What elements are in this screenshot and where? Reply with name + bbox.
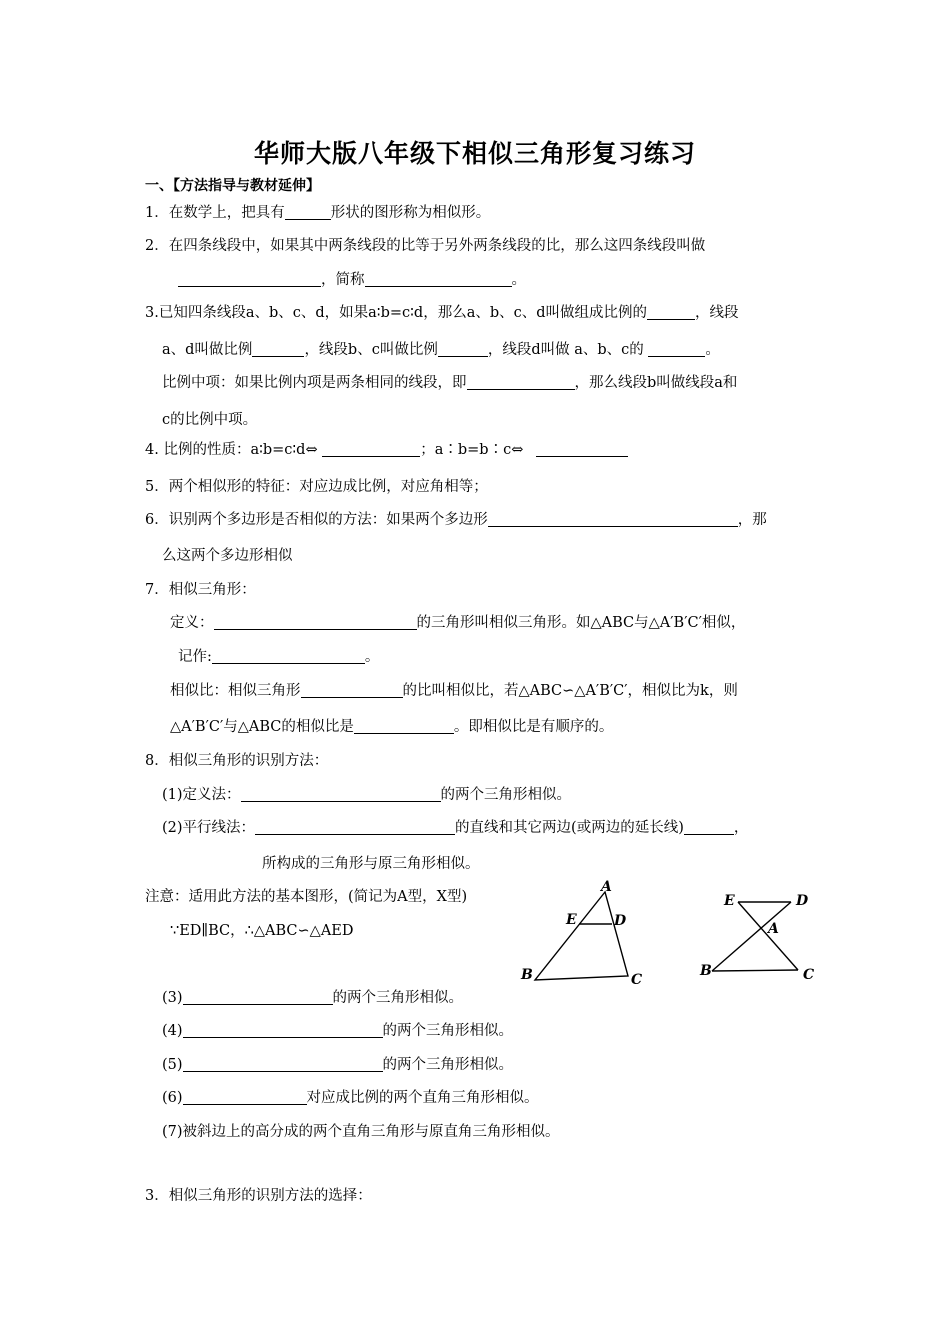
blank[interactable] [467, 374, 575, 390]
method-6: (6) 对应成比例的两个直角三角形相似。 [162, 1090, 539, 1106]
blank[interactable] [183, 1089, 307, 1105]
question-6-line1: 6．识别两个多边形是否相似的方法：如果两个多边形 ，那 [145, 512, 767, 528]
blank[interactable] [488, 511, 738, 527]
question-7-definition: 定义： 的三角形叫相似三角形。如△ABC与△A′B′C′相似， [170, 615, 746, 631]
method-1: (1)定义法： 的两个三角形相似。 [162, 787, 572, 803]
method-5: (5) 的两个三角形相似。 [162, 1057, 514, 1073]
blank[interactable] [183, 1056, 383, 1072]
blank[interactable] [255, 819, 455, 835]
method-3: (3) 的两个三角形相似。 [162, 990, 464, 1006]
figure-x-label-d: D [796, 893, 809, 909]
method-2-line2: 所构成的三角形与原三角形相似。 [262, 856, 480, 872]
question-5: 5．两个相似形的特征：对应边成比例，对应角相等； [145, 479, 488, 495]
question-4: 4. 比例的性质：a∶b=c∶d⇔ ；a∶b=b∶c⇔ [145, 440, 628, 460]
blank[interactable] [647, 304, 695, 320]
blank[interactable] [183, 1022, 383, 1038]
blank[interactable] [354, 718, 454, 734]
blank[interactable] [301, 682, 403, 698]
blank[interactable] [212, 648, 365, 664]
figure-x-label-c: C [803, 967, 815, 983]
figure-a-label-a: A [601, 879, 612, 895]
blank[interactable] [365, 271, 512, 287]
question-7-notation: 记作: 。 [178, 649, 380, 665]
figure-a-type [515, 878, 655, 993]
blank[interactable] [241, 786, 441, 802]
page-title: 华师大版八年级下相似三角形复习练习 [253, 139, 696, 168]
question-6-line2: 么这两个多边形相似 [162, 548, 293, 564]
section-heading: 一、【方法指导与教材延伸】 [145, 178, 320, 194]
figure-x-type [695, 888, 825, 988]
blank[interactable] [322, 441, 420, 457]
method-7: (7)被斜边上的高分成的两个直角三角形与原直角三角形相似。 [162, 1124, 560, 1140]
question-1: 1．在数学上，把具有 形状的图形称为相似形。 [145, 205, 491, 221]
question-7-ratio-line2: △A′B′C′与△ABC的相似比是 。即相似比是有顺序的。 [170, 719, 614, 735]
blank[interactable] [684, 819, 734, 835]
question-3-line2: a、d叫做比例 ，线段b、c叫做比例 ，线段d叫做 a、b、c的 。 [162, 342, 720, 358]
blank[interactable] [285, 204, 331, 220]
method-4: (4) 的两个三角形相似。 [162, 1023, 514, 1039]
figure-x-label-a: A [768, 921, 779, 937]
question-2-line2: ，简称 。 [178, 270, 526, 290]
question-2-line1: 2．在四条线段中，如果其中两条线段的比等于另外两条线段的比，那么这四条线段叫做 [145, 238, 706, 254]
blank[interactable] [648, 341, 705, 357]
blank[interactable] [214, 614, 417, 630]
blank[interactable] [536, 441, 628, 457]
figure-a-label-e: E [566, 912, 577, 928]
figure-x-label-b: B [700, 963, 712, 979]
question-3-line3: 比例中项：如果比例内项是两条相同的线段，即 ，那么线段b叫做线段a和 [162, 375, 738, 391]
figure-a-label-b: B [521, 967, 533, 983]
method-2-line1: (2)平行线法： 的直线和其它两边(或两边的延长线) ， [162, 820, 749, 836]
question-8-title: 8．相似三角形的识别方法： [145, 753, 329, 769]
figure-a-label-d: D [614, 913, 627, 929]
because-statement: ∵ED∥BC，∴△ABC∽△AED [170, 923, 354, 939]
question-3-line4: c的比例中项。 [162, 412, 258, 428]
figure-x-label-e: E [724, 893, 735, 909]
question-3-line1: 3.已知四条线段a、b、c、d，如果a∶b=c∶d，那么a、b、c、d叫做组成比例的 ，线段 [145, 305, 739, 321]
note-basic-figures: 注意：适用此方法的基本图形，(简记为A型，X型) [145, 889, 468, 905]
figure-a-label-c: C [631, 972, 643, 988]
blank[interactable] [183, 989, 333, 1005]
question-3b: 3．相似三角形的识别方法的选择： [145, 1188, 372, 1204]
blank[interactable] [252, 341, 304, 357]
question-7-title: 7．相似三角形： [145, 582, 256, 598]
blank[interactable] [438, 341, 488, 357]
question-7-ratio-line1: 相似比：相似三角形 的比叫相似比，若△ABC∽△A′B′C′，相似比为k，则 [170, 683, 738, 699]
blank[interactable] [178, 271, 321, 287]
